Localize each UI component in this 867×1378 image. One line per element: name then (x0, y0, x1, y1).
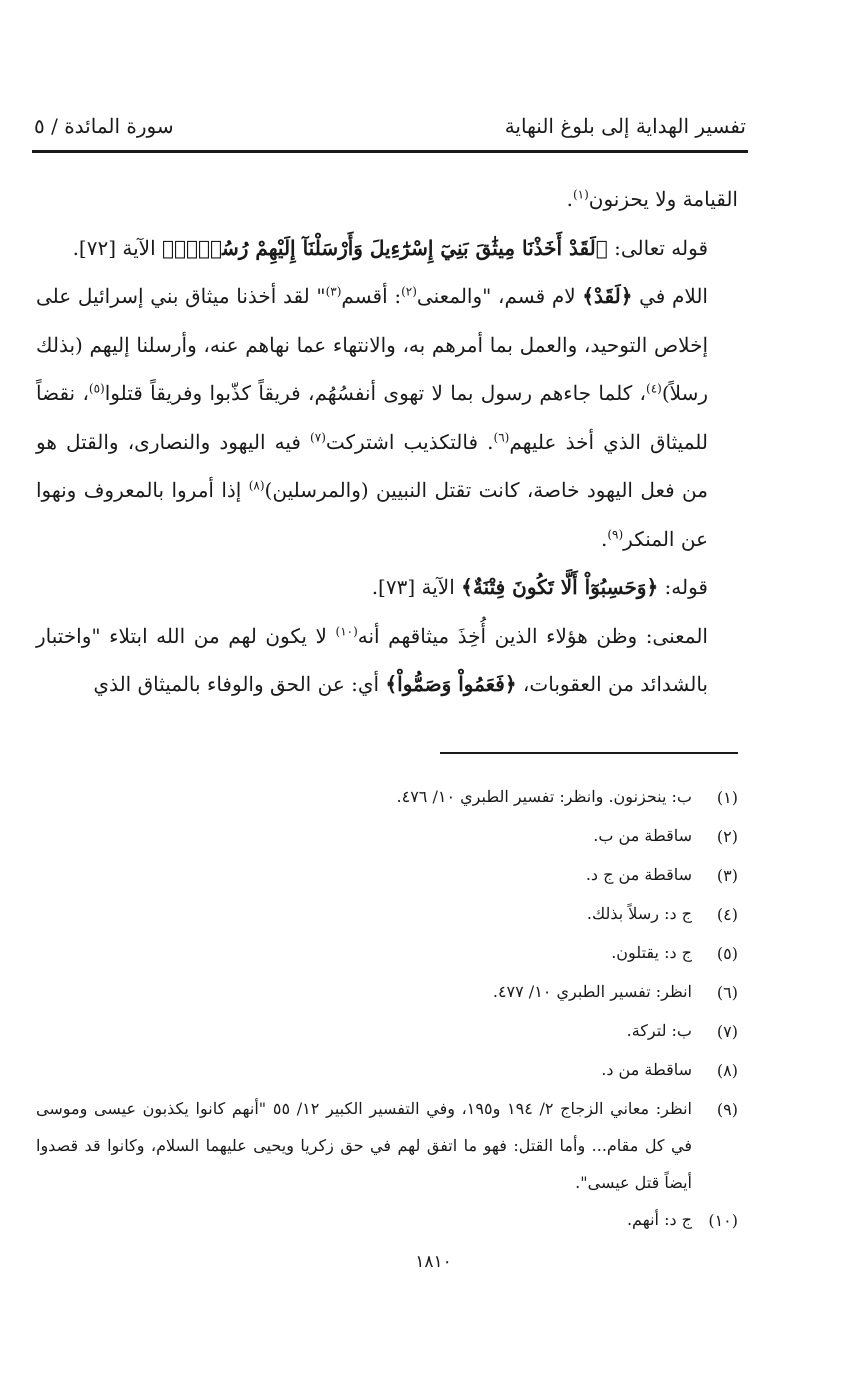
footnote-item (36, 895, 738, 934)
footnote-number: (٧) (716, 1022, 738, 1041)
quran-verse: ﴿فَعَمُواْ وَصَمُّواْ﴾ (385, 672, 517, 696)
footnote-item (36, 973, 738, 1012)
footnote-divider (440, 752, 738, 754)
paragraph-2: قوله تعالى: ﴿لَقَدْ أَخَذْنَا مِيثَٰقَ بَنِيٓ إِسْرَٰٓءِيلَ وَأَرْسَلْنَآ إِلَيْهِمْ رُسُلًاۖ﴾ الآية [٧٢]. (72, 235, 708, 260)
header-divider (32, 150, 748, 153)
footnote-item (36, 856, 738, 895)
footnote-ref-6: (٦) (493, 429, 510, 444)
footnote-number: (٤) (716, 905, 738, 924)
footnote-ref-5: (٥) (88, 381, 105, 396)
footnote-ref-7: (٧) (310, 429, 326, 444)
footnote-number: (٣) (716, 866, 738, 885)
footnote-ref-4: (٤) (646, 381, 662, 396)
footnote-number: (٨) (716, 1061, 738, 1080)
footnote-item (36, 934, 738, 973)
footnote-number: (٥) (716, 944, 738, 963)
quran-verse: ﴿لَقَدْ أَخَذْنَا مِيثَٰقَ بَنِيٓ إِسْرَٰٓءِيلَ وَأَرْسَلْنَآ إِلَيْهِمْ رُسُلًاۖ﴾ (162, 235, 608, 260)
footnote-text: ساقطة من د. (601, 1060, 692, 1079)
quran-word: ﴿لَقَدْ﴾ (582, 284, 633, 308)
footnote-ref-3: (٣) (325, 284, 342, 299)
surah-label: سورة المائدة / ٥ (34, 114, 174, 138)
footnote-item (36, 1090, 738, 1201)
footnote-text: ج د: يقتلون. (611, 943, 692, 962)
footnote-item (36, 778, 738, 817)
footnote-ref-1: (١) (572, 187, 589, 202)
footnote-item (36, 1012, 738, 1051)
footnote-number: (٢) (716, 827, 738, 846)
footnote-ref-8: (٨) (248, 478, 265, 493)
paragraph-1: القيامة ولا يحزنون$^{(١)}$. (566, 187, 738, 211)
footnote-number: (٩) (716, 1100, 738, 1119)
footnote-number: (٦) (716, 983, 738, 1002)
footnote-ref-2: (٢) (401, 284, 417, 299)
footnote-text: ساقطة من ب. (593, 826, 692, 845)
footnotes (36, 778, 738, 1240)
quran-verse: ﴿وَحَسِبُوٓاْ أَلَّا تَكُونَ فِتْنَةٌ﴾ (461, 575, 659, 599)
footnote-item (36, 1201, 738, 1240)
footnote-ref-9: (٩) (607, 526, 624, 541)
footnote-ref-10: (١٠) (335, 623, 358, 638)
book-title: تفسير الهداية إلى بلوغ النهاية (504, 114, 746, 138)
footnote-text: ساقطة من ج د. (585, 865, 692, 884)
paragraph-3: اللام في ﴿لَقَدْ﴾ لام قسم، "والمعنى$^{(٢)}$: أقسم$^{(٣)}$" لقد أخذنا ميثاق بني إسرائيل على إخلاص التوحيد، والعمل بما أمرهم به، والانتهاء عما نهاهم عنه، وأرسلنا إليهم (بذلك رسلاً)$^{(٤)}$، كلما جاءهم رسول بما لا تهوى أنفسُهُم، فريقاً كذّبوا وفريقاً قتلوا$^{(٥)}$، نقضاً للميثاق الذي أخذ عليهم$^{(٦)}$. فالتكذيب اشتركت$^{(٧)}$ فيه اليهود والنصارى، والقتل هو من فعل اليهود خاصة، كانت تقتل النبيين (والمرسلين)$^{(٨)}$ إذا أمروا بالمعروف ونهوا عن المنكر$^{(٩)}$. (36, 284, 708, 551)
footnote-text: ج د: أنهم. (626, 1210, 692, 1229)
page-number: ١٨١٠ (415, 1252, 452, 1272)
footnote-item (36, 817, 738, 856)
footnote-text: انظر: معاني الزجاج ٢/ ١٩٤ و١٩٥، وفي التفسير الكبير ١٢/ ٥٥ "أنهم كانوا يكذبون عيسى وموسى في كل مقام... وأما القتل: فهو ما اتفق لهم في حق زكريا ويحيى عليهما السلام، وكانوا قد قصدوا أيضاً قتل عيسى". (36, 1099, 692, 1192)
footnote-text: ج د: رسلاً بذلك. (586, 904, 692, 923)
footnote-item (36, 1051, 738, 1090)
paragraph-5: المعنى: وظن هؤلاء الذين أُخِذَ ميثاقهم أنه$^{(١٠)}$ لا يكون لهم من الله ابتلاء "واختبار بالشدائد من العقوبات، ﴿فَعَمُواْ وَصَمُّواْ﴾ أي: عن الحق والوفاء بالميثاق الذي (36, 623, 708, 696)
footnote-number: (١٠) (708, 1211, 738, 1230)
footnote-text: ب: ينحزنون. وانظر: تفسير الطبري ١٠/ ٤٧٦. (396, 787, 692, 806)
footnote-text: انظر: تفسير الطبري ١٠/ ٤٧٧. (492, 982, 692, 1001)
footnote-number: (١) (716, 788, 738, 807)
paragraph-4: قوله: ﴿وَحَسِبُوٓاْ أَلَّا تَكُونَ فِتْنَةٌ﴾ الآية [٧٣]. (371, 575, 708, 599)
footnote-text: ب: لتركة. (626, 1021, 692, 1040)
main-text (36, 175, 738, 709)
running-header (34, 100, 746, 146)
